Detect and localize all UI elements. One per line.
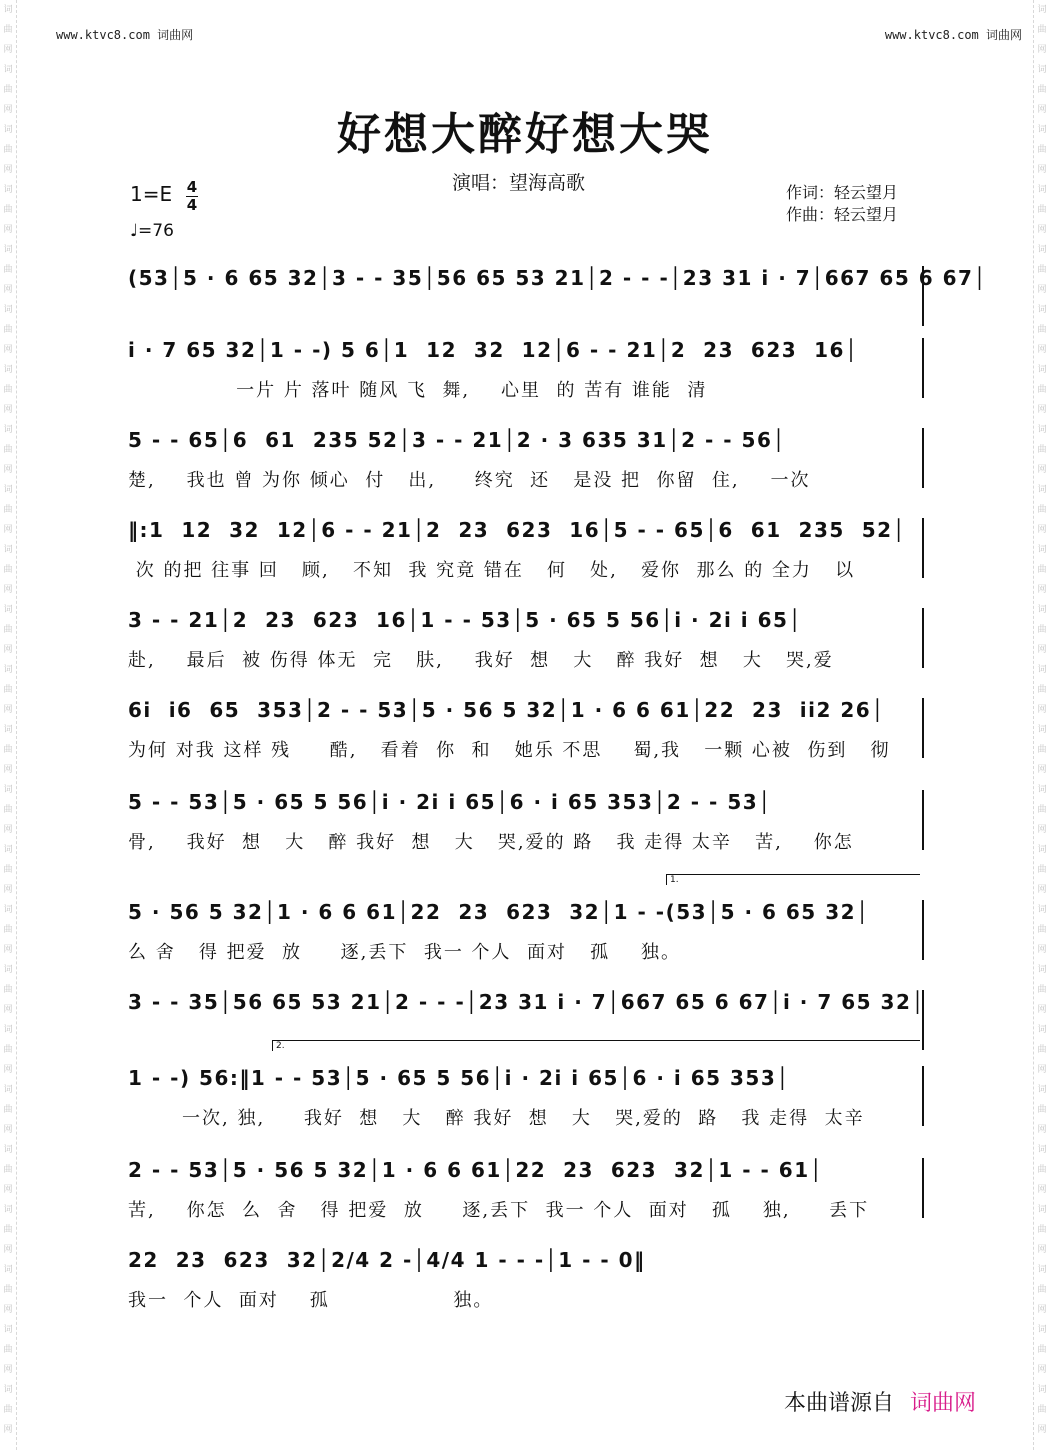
- notation-line-3: 5 - - 65│6 61 235 52│3 - - 21│2 · 3 635 31│2 - - 56│: [128, 428, 786, 452]
- watermark-char: 词: [1037, 5, 1047, 15]
- key-signature: 1=E: [130, 182, 173, 206]
- watermark-char: 词: [3, 965, 13, 975]
- footer-brand-link[interactable]: 词曲网: [910, 1391, 977, 1416]
- score-line-6: [128, 698, 924, 761]
- watermark-char: 曲: [1037, 1405, 1047, 1415]
- watermark-char: 词: [3, 5, 13, 15]
- watermark-char: 曲: [1037, 1225, 1047, 1235]
- footer-source: [784, 1386, 976, 1417]
- watermark-char: 网: [3, 345, 13, 355]
- watermark-char: 网: [1037, 405, 1047, 415]
- watermark-char: 词: [1037, 845, 1047, 855]
- watermark-char: 词: [3, 545, 13, 555]
- watermark-char: 网: [3, 1185, 13, 1195]
- watermark-char: 曲: [1037, 1105, 1047, 1115]
- watermark-char: 曲: [3, 325, 13, 335]
- watermark-char: 曲: [1037, 85, 1047, 95]
- watermark-char: 网: [3, 645, 13, 655]
- watermark-char: 曲: [3, 145, 13, 155]
- lyric-line-7: 骨, 我好 想 大 醉 我好 想 大 哭,爱的 路 我 走得 太辛 苦, 你怎: [128, 832, 854, 853]
- score-line-11: [128, 1158, 924, 1221]
- watermark-char: 词: [1037, 65, 1047, 75]
- watermark-char: 网: [1037, 225, 1047, 235]
- watermark-char: 词: [3, 1385, 13, 1395]
- watermark-char: 曲: [1037, 1345, 1047, 1355]
- watermark-char: 网: [1037, 1305, 1047, 1315]
- notation-line-4: ‖:1 12 32 12│6 - - 21│2 23 623 16│5 - - 65│6 61 235 52│: [128, 518, 907, 542]
- watermark-char: 网: [3, 1005, 13, 1015]
- watermark-char: 曲: [1037, 445, 1047, 455]
- watermark-char: 网: [3, 585, 13, 595]
- watermark-char: 曲: [3, 625, 13, 635]
- watermark-char: 词: [1037, 365, 1047, 375]
- watermark-char: 网: [3, 1305, 13, 1315]
- watermark-char: 网: [1037, 165, 1047, 175]
- watermark-char: 网: [3, 765, 13, 775]
- right-watermark-strip: [1033, 0, 1050, 1450]
- watermark-char: 曲: [3, 1345, 13, 1355]
- watermark-char: 曲: [1037, 145, 1047, 155]
- lyric-line-8: 么 舍 得 把爱 放 逐,丢下 我一 个人 面对 孤 独。: [128, 942, 682, 963]
- watermark-char: 网: [3, 285, 13, 295]
- watermark-char: 网: [1037, 285, 1047, 295]
- watermark-char: 曲: [3, 985, 13, 995]
- watermark-char: 曲: [3, 1165, 13, 1175]
- watermark-char: 词: [3, 185, 13, 195]
- lyric-line-4: 次 的把 往事 回 顾, 不知 我 究竟 错在 何 处, 爱你 那么 的 全力 以: [128, 560, 856, 581]
- watermark-char: 词: [3, 845, 13, 855]
- watermark-char: 网: [3, 885, 13, 895]
- lyric-line-3: 楚, 我也 曾 为你 倾心 付 出, 终究 还 是没 把 你留 住, 一次: [128, 470, 811, 491]
- watermark-char: 曲: [3, 865, 13, 875]
- watermark-char: 网: [3, 405, 13, 415]
- notation-line-2: i · 7 65 32│1 - -) 5 6│1 12 32 12│6 - - 21│2 23 623 16│: [128, 338, 859, 362]
- watermark-char: 词: [3, 905, 13, 915]
- notation-line-12: 22 23 623 32│2/4 2 -│4/4 1 - - -│1 - - 0‖: [128, 1248, 646, 1272]
- watermark-char: 词: [3, 1325, 13, 1335]
- watermark-char: 词: [1037, 125, 1047, 135]
- watermark-char: 网: [1037, 645, 1047, 655]
- watermark-char: 曲: [1037, 565, 1047, 575]
- watermark-char: 词: [3, 785, 13, 795]
- time-signature: [186, 180, 198, 213]
- singer-credit: 演唱：望海高歌: [452, 172, 586, 194]
- watermark-char: 词: [3, 665, 13, 675]
- watermark-char: 曲: [1037, 805, 1047, 815]
- header-site-link-right[interactable]: www.ktvc8.com 词曲网: [884, 28, 1022, 42]
- watermark-char: 曲: [1037, 205, 1047, 215]
- notation-line-6: 6i i6 65 353│2 - - 53│5 · 56 5 32│1 · 6 6 61│22 23 ii2 26│: [128, 698, 885, 722]
- watermark-char: 曲: [1037, 385, 1047, 395]
- volta-second-ending: 2.: [272, 1040, 920, 1051]
- watermark-char: 词: [1037, 245, 1047, 255]
- score-line-2: [128, 338, 924, 401]
- lyric-line-12: 我一 个人 面对 孤 独。: [128, 1290, 494, 1311]
- watermark-char: 曲: [1037, 25, 1047, 35]
- score-line-12: [128, 1248, 922, 1311]
- watermark-char: 网: [1037, 1185, 1047, 1195]
- watermark-char: 词: [3, 365, 13, 375]
- watermark-char: 词: [3, 1205, 13, 1215]
- watermark-char: 网: [1037, 705, 1047, 715]
- watermark-char: 曲: [1037, 865, 1047, 875]
- watermark-char: 网: [1037, 1245, 1047, 1255]
- score-line-10: [128, 1066, 924, 1129]
- watermark-char: 词: [1037, 605, 1047, 615]
- watermark-char: 曲: [1037, 925, 1047, 935]
- watermark-char: 词: [3, 605, 13, 615]
- score-line-7: [128, 790, 924, 853]
- watermark-char: 网: [3, 825, 13, 835]
- watermark-char: 曲: [3, 205, 13, 215]
- watermark-char: 词: [3, 1265, 13, 1275]
- footer-source-label: 本曲谱源自: [784, 1391, 895, 1416]
- watermark-char: 网: [1037, 345, 1047, 355]
- watermark-char: 曲: [3, 745, 13, 755]
- score-line-3: [128, 428, 924, 491]
- watermark-char: 曲: [3, 1405, 13, 1415]
- watermark-char: 曲: [3, 1105, 13, 1115]
- watermark-char: 网: [3, 1365, 13, 1375]
- watermark-char: 词: [3, 245, 13, 255]
- watermark-char: 曲: [3, 1225, 13, 1235]
- score-line-1: [128, 266, 987, 326]
- watermark-char: 曲: [1037, 1045, 1047, 1055]
- time-signature-top: 4: [186, 178, 198, 196]
- watermark-char: 曲: [1037, 985, 1047, 995]
- watermark-char: 网: [3, 705, 13, 715]
- watermark-char: 词: [3, 485, 13, 495]
- watermark-char: 曲: [3, 265, 13, 275]
- watermark-char: 词: [1037, 1025, 1047, 1035]
- watermark-char: 词: [3, 1025, 13, 1035]
- lyric-line-11: 苦, 你怎 么 舍 得 把爱 放 逐,丢下 我一 个人 面对 孤 独, 丢下: [128, 1200, 870, 1221]
- lyricist-credit: 作词：轻云望月: [786, 183, 899, 202]
- watermark-char: 曲: [3, 1045, 13, 1055]
- watermark-char: 词: [3, 125, 13, 135]
- watermark-char: 词: [1037, 305, 1047, 315]
- score-line-5: [128, 608, 924, 671]
- watermark-char: 网: [1037, 1065, 1047, 1075]
- watermark-char: 曲: [1037, 325, 1047, 335]
- header-site-link-left[interactable]: www.ktvc8.com 词曲网: [56, 28, 194, 42]
- song-title: 好想大醉好想大哭: [337, 109, 713, 160]
- watermark-char: 曲: [1037, 1165, 1047, 1175]
- watermark-char: 词: [1037, 1325, 1047, 1335]
- watermark-char: 词: [1037, 725, 1047, 735]
- watermark-char: 词: [3, 1085, 13, 1095]
- watermark-char: 曲: [3, 1285, 13, 1295]
- notation-line-8: 5 · 56 5 32│1 · 6 6 61│22 23 623 32│1 - -(53│5 · 6 65 32│: [128, 900, 870, 924]
- watermark-char: 网: [3, 45, 13, 55]
- watermark-char: 词: [1037, 1085, 1047, 1095]
- watermark-char: 词: [1037, 485, 1047, 495]
- watermark-char: 网: [3, 465, 13, 475]
- watermark-char: 词: [1037, 425, 1047, 435]
- watermark-char: 曲: [1037, 265, 1047, 275]
- watermark-char: 网: [1037, 465, 1047, 475]
- watermark-char: 曲: [1037, 625, 1047, 635]
- notation-line-7: 5 - - 53│5 · 65 5 56│i · 2i i 65│6 · i 65 353│2 - - 53│: [128, 790, 772, 814]
- watermark-char: 网: [1037, 1005, 1047, 1015]
- watermark-char: 词: [1037, 1385, 1047, 1395]
- watermark-char: 词: [3, 65, 13, 75]
- watermark-char: 曲: [1037, 505, 1047, 515]
- composer-credit: 作曲：轻云望月: [786, 205, 899, 224]
- notation-line-10: 1 - -) 56:‖1 - - 53│5 · 65 5 56│i · 2i i 65│6 · i 65 353│: [128, 1066, 790, 1090]
- notation-line-11: 2 - - 53│5 · 56 5 32│1 · 6 6 61│22 23 623 32│1 - - 61│: [128, 1158, 824, 1182]
- watermark-char: 曲: [3, 685, 13, 695]
- watermark-char: 曲: [3, 565, 13, 575]
- notation-line-9: 3 - - 35│56 65 53 21│2 - - -│23 31 i · 7│667 65 6 67│i · 7 65 32│: [128, 990, 925, 1014]
- watermark-char: 网: [1037, 825, 1047, 835]
- watermark-char: 网: [3, 1245, 13, 1255]
- score-line-4: [128, 518, 924, 581]
- watermark-char: 词: [3, 1145, 13, 1155]
- watermark-char: 曲: [3, 445, 13, 455]
- watermark-char: 词: [1037, 905, 1047, 915]
- notation-line-5: 3 - - 21│2 23 623 16│1 - - 53│5 · 65 5 56│i · 2i i 65│: [128, 608, 802, 632]
- lyric-line-2: 一片 片 落叶 随风 飞 舞, 心里 的 苦有 谁能 清: [128, 380, 708, 401]
- watermark-char: 网: [1037, 765, 1047, 775]
- tempo-marking: ♩=76: [130, 221, 174, 241]
- watermark-char: 网: [1037, 45, 1047, 55]
- lyric-line-5: 赴, 最后 被 伤得 体无 完 肤, 我好 想 大 醉 我好 想 大 哭,爱: [128, 650, 834, 671]
- lyric-line-10: 一次, 独, 我好 想 大 醉 我好 想 大 哭,爱的 路 我 走得 太辛: [128, 1108, 865, 1129]
- watermark-char: 词: [3, 725, 13, 735]
- watermark-char: 网: [3, 105, 13, 115]
- watermark-char: 词: [1037, 965, 1047, 975]
- watermark-char: 网: [3, 165, 13, 175]
- watermark-char: 词: [1037, 785, 1047, 795]
- watermark-char: 词: [1037, 545, 1047, 555]
- watermark-char: 曲: [3, 25, 13, 35]
- watermark-char: 词: [1037, 1145, 1047, 1155]
- watermark-char: 曲: [1037, 1285, 1047, 1295]
- watermark-char: 网: [3, 1065, 13, 1075]
- watermark-char: 词: [1037, 665, 1047, 675]
- watermark-char: 词: [1037, 185, 1047, 195]
- volta-first-ending: 1.: [666, 874, 920, 885]
- watermark-char: 词: [3, 425, 13, 435]
- lyric-line-6: 为何 对我 这样 残 酷, 看着 你 和 她乐 不思 蜀,我 一颗 心被 伤到 彻: [128, 740, 891, 761]
- watermark-char: 网: [1037, 1365, 1047, 1375]
- notation-line-1: (53│5 · 6 65 32│3 - - 35│56 65 53 21│2 - - -│23 31 i · 7│667 65 6 67│: [128, 266, 987, 290]
- watermark-char: 曲: [3, 925, 13, 935]
- watermark-char: 词: [1037, 1205, 1047, 1215]
- watermark-char: 网: [1037, 525, 1047, 535]
- watermark-char: 词: [3, 305, 13, 315]
- watermark-char: 网: [3, 225, 13, 235]
- watermark-char: 曲: [3, 805, 13, 815]
- watermark-char: 曲: [3, 385, 13, 395]
- watermark-char: 曲: [3, 505, 13, 515]
- watermark-char: 网: [3, 1425, 13, 1435]
- score-line-8: [128, 900, 924, 963]
- left-watermark-strip: [0, 0, 17, 1450]
- watermark-char: 网: [1037, 585, 1047, 595]
- watermark-char: 网: [3, 1125, 13, 1135]
- watermark-char: 网: [1037, 885, 1047, 895]
- watermark-char: 曲: [3, 85, 13, 95]
- watermark-char: 词: [1037, 1265, 1047, 1275]
- time-signature-bottom: 4: [186, 196, 198, 214]
- watermark-char: 网: [1037, 945, 1047, 955]
- watermark-char: 曲: [1037, 745, 1047, 755]
- watermark-char: 网: [1037, 105, 1047, 115]
- watermark-char: 网: [1037, 1125, 1047, 1135]
- watermark-char: 网: [3, 525, 13, 535]
- watermark-char: 网: [1037, 1425, 1047, 1435]
- watermark-char: 网: [3, 945, 13, 955]
- watermark-char: 曲: [1037, 685, 1047, 695]
